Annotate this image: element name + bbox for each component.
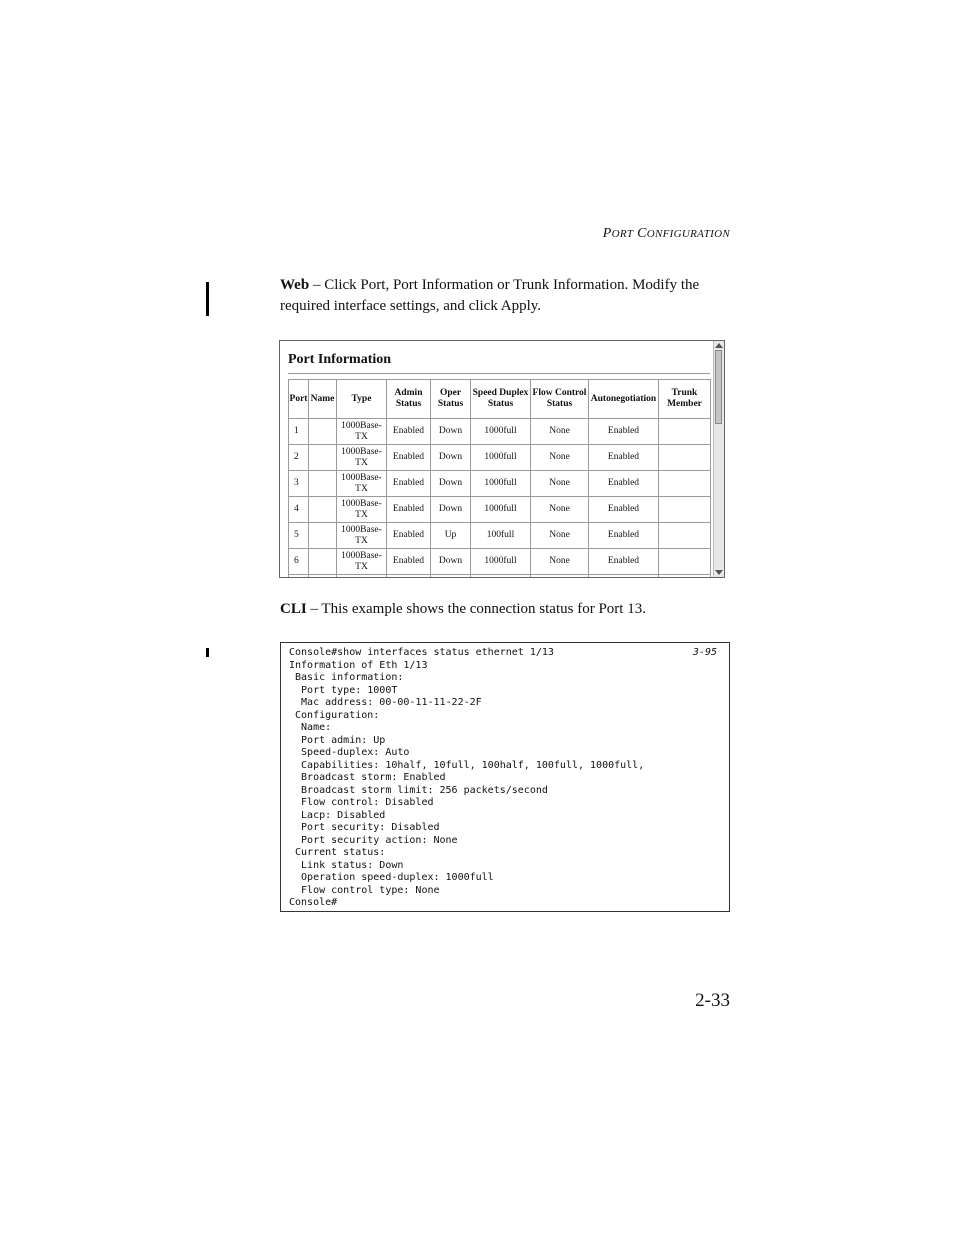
cell-port: 5 xyxy=(289,523,309,549)
col-header: Name xyxy=(309,380,337,419)
cli-line: Lacp: Disabled xyxy=(289,809,386,821)
header-cap-p: P xyxy=(602,226,612,241)
cell-admin-status: Enabled xyxy=(387,419,431,445)
col-header: Autonegotiation xyxy=(589,380,659,419)
vertical-scrollbar[interactable] xyxy=(713,341,724,577)
title-divider xyxy=(288,373,710,374)
cell-oper-status: Down xyxy=(431,497,471,523)
col-header: Admin Status xyxy=(387,380,431,419)
cli-line: Configuration: xyxy=(289,709,380,721)
cell-flow-control: None xyxy=(531,549,589,575)
table-row-partial xyxy=(289,575,711,579)
web-label: Web xyxy=(280,277,310,293)
cli-instructions xyxy=(280,599,730,620)
header-rest-ort: ORT xyxy=(611,228,634,240)
cell-oper-status: Down xyxy=(431,445,471,471)
change-bar xyxy=(206,648,209,657)
scroll-up-arrow-icon[interactable] xyxy=(715,343,723,348)
change-bar xyxy=(206,282,209,316)
table-row xyxy=(289,497,711,523)
cell-speed-duplex: 100full xyxy=(471,523,531,549)
cli-line: Broadcast storm limit: 256 packets/second xyxy=(289,784,548,796)
cell-autonegotiation: Enabled xyxy=(589,419,659,445)
cli-line: Port security: Disabled xyxy=(289,822,440,833)
cell-autonegotiation: Enabled xyxy=(589,549,659,575)
cell-flow-control: None xyxy=(531,497,589,523)
cell-trunk-member xyxy=(659,471,711,497)
scroll-down-arrow-icon[interactable] xyxy=(715,570,723,575)
col-header: Port xyxy=(289,380,309,419)
cli-line: Port type: 1000T xyxy=(289,684,398,696)
running-header xyxy=(560,226,730,242)
command-reference: 3-95 xyxy=(692,647,717,658)
cell-speed-duplex: 1000full xyxy=(471,471,531,497)
cli-line: Basic information: xyxy=(289,672,404,683)
col-header: Flow Control Status xyxy=(531,380,589,419)
cli-line: Information of Eth 1/13 xyxy=(289,659,428,671)
cell-admin-status: Enabled xyxy=(387,471,431,497)
cell-name[interactable] xyxy=(309,471,337,497)
cell-trunk-member xyxy=(659,523,711,549)
cell-oper-status: Down xyxy=(431,471,471,497)
web-instructions xyxy=(280,275,730,317)
cell-trunk-member xyxy=(659,549,711,575)
cell-name[interactable] xyxy=(309,549,337,575)
cli-example-box xyxy=(280,642,730,912)
cli-line: Console# xyxy=(289,897,338,908)
cli-line: Flow control: Disabled xyxy=(289,797,434,808)
cli-label: CLI xyxy=(280,601,307,617)
cell-type: 1000Base-TX xyxy=(337,497,387,523)
cell-port: 1 xyxy=(289,419,309,445)
cell-trunk-member xyxy=(659,497,711,523)
cell-flow-control: None xyxy=(531,471,589,497)
cell-admin-status: Enabled xyxy=(387,497,431,523)
cli-line: Link status: Down xyxy=(289,859,404,871)
cell-type: 1000Base-TX xyxy=(337,523,387,549)
cell-speed-duplex: 1000full xyxy=(471,549,531,575)
cell-oper-status: Down xyxy=(431,419,471,445)
cli-line: Port security action: None xyxy=(289,834,458,846)
col-header: Oper Status xyxy=(431,380,471,419)
cell-autonegotiation: Enabled xyxy=(589,497,659,523)
cell-flow-control: None xyxy=(531,419,589,445)
table-row xyxy=(289,549,711,575)
cell-type: 1000Base-TX xyxy=(337,471,387,497)
cell-port: 4 xyxy=(289,497,309,523)
cli-line: Console#show interfaces status ethernet 1/13 xyxy=(289,647,554,658)
cell-name[interactable] xyxy=(309,523,337,549)
header-rest-onfiguration: ONFIGURATION xyxy=(646,228,730,240)
table-row xyxy=(289,419,711,445)
cell-port: 2 xyxy=(289,445,309,471)
cell-oper-status: Down xyxy=(431,549,471,575)
cli-line: Flow control type: None xyxy=(289,884,440,896)
cell-type: 1000Base-TX xyxy=(337,445,387,471)
cli-line: Current status: xyxy=(289,847,386,858)
cli-line: Operation speed-duplex: 1000full xyxy=(289,872,494,883)
cell-speed-duplex: 1000full xyxy=(471,497,531,523)
cli-line: Capabilities: 10half, 10full, 100half, 100full, 1000full, xyxy=(289,759,645,771)
scroll-thumb[interactable] xyxy=(715,350,722,424)
table-row xyxy=(289,471,711,497)
cli-line: Broadcast storm: Enabled xyxy=(289,772,446,783)
cli-line: Mac address: 00-00-11-11-22-2F xyxy=(289,697,482,708)
cell-port: 6 xyxy=(289,549,309,575)
web-text: – Click Port, Port Information or Trunk Information. Modify the required interface settings, and click Apply. xyxy=(280,277,700,314)
cell-admin-status: Enabled xyxy=(387,445,431,471)
cli-line: Name: xyxy=(289,722,332,733)
cell-speed-duplex: 1000full xyxy=(471,445,531,471)
header-cap-c: C xyxy=(637,226,647,241)
table-row xyxy=(289,523,711,549)
col-header: Type xyxy=(337,380,387,419)
port-table xyxy=(288,379,711,578)
cell-name[interactable] xyxy=(309,419,337,445)
cell-admin-status: Enabled xyxy=(387,549,431,575)
cli-line: Speed-duplex: Auto xyxy=(289,747,410,758)
cli-line: Port admin: Up xyxy=(289,734,386,746)
col-header: Speed Duplex Status xyxy=(471,380,531,419)
cell-name[interactable] xyxy=(309,445,337,471)
page-number: 2-33 xyxy=(695,990,730,1011)
cell-oper-status: Up xyxy=(431,523,471,549)
cell-name[interactable] xyxy=(309,497,337,523)
cell-autonegotiation: Enabled xyxy=(589,471,659,497)
cli-text: – This example shows the connection status for Port 13. xyxy=(306,601,646,617)
cell-admin-status: Enabled xyxy=(387,523,431,549)
cell-autonegotiation: Enabled xyxy=(589,445,659,471)
screenshot-title: Port Information xyxy=(288,352,392,367)
col-header: Trunk Member xyxy=(659,380,711,419)
cli-output xyxy=(289,647,644,910)
cell-type: 1000Base-TX xyxy=(337,419,387,445)
table-header-row xyxy=(289,380,711,419)
cell-type: 1000Base-TX xyxy=(337,549,387,575)
cell-trunk-member xyxy=(659,445,711,471)
cell-flow-control: None xyxy=(531,445,589,471)
table-row xyxy=(289,445,711,471)
cell-trunk-member xyxy=(659,419,711,445)
cell-port: 3 xyxy=(289,471,309,497)
port-information-screenshot xyxy=(279,340,725,578)
cell-speed-duplex: 1000full xyxy=(471,419,531,445)
cell-flow-control: None xyxy=(531,523,589,549)
cell-autonegotiation: Enabled xyxy=(589,523,659,549)
